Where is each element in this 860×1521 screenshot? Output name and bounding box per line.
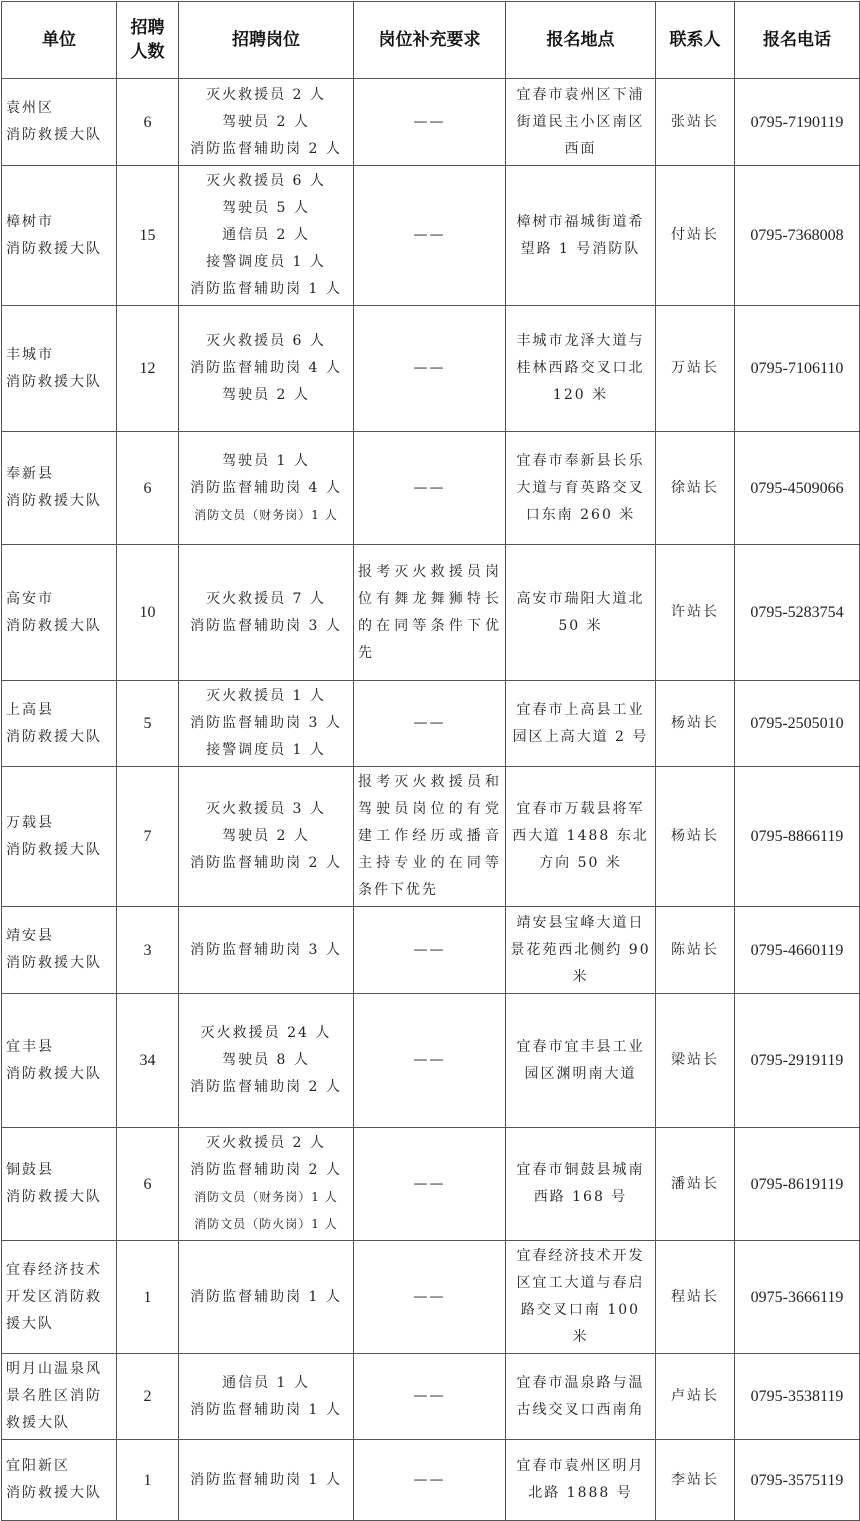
position-item: 接警调度员 1 人 [206, 742, 326, 758]
position-item: 驾驶员 8 人 [222, 1052, 310, 1068]
position-item: 驾驶员 5 人 [222, 200, 310, 216]
header-location: 报名地点 [506, 2, 656, 79]
contact-cell: 付站长 [656, 166, 735, 306]
position-item: 消防文员（财务岗）1 人 [194, 507, 338, 522]
count-cell: 6 [117, 79, 179, 166]
positions-cell [179, 79, 354, 166]
location-cell: 宜春市奉新县长乐大道与育英路交叉口东南 260 米 [506, 432, 656, 545]
position-item: 灭火救援员 2 人 [206, 1135, 326, 1151]
header-requirement: 岗位补充要求 [354, 2, 506, 79]
contact-cell: 陈站长 [656, 907, 735, 994]
header-phone: 报名电话 [735, 2, 860, 79]
phone-cell: 0795-4509066 [735, 432, 860, 545]
position-item: 消防监督辅助岗 3 人 [190, 941, 342, 958]
header-count: 招聘 人数 [117, 2, 179, 79]
unit-cell: 丰城市 消防救援大队 [2, 306, 117, 432]
header-contact: 联系人 [656, 2, 735, 79]
position-item: 灭火救援员 1 人 [206, 688, 326, 704]
location-cell: 宜春市袁州区下浦街道民主小区南区西面 [506, 79, 656, 166]
unit-cell: 樟树市 消防救援大队 [2, 166, 117, 306]
count-cell: 15 [117, 166, 179, 306]
requirement-cell: —— [354, 1440, 506, 1521]
contact-cell: 程站长 [656, 1241, 735, 1354]
phone-cell: 0795-7190119 [735, 79, 860, 166]
count-cell: 10 [117, 545, 179, 681]
contact-cell: 许站长 [656, 545, 735, 681]
position-item: 灭火救援员 24 人 [200, 1025, 332, 1041]
count-cell: 5 [117, 681, 179, 767]
unit-cell: 宜丰县 消防救援大队 [2, 994, 117, 1128]
requirement-cell: —— [354, 907, 506, 994]
positions-cell [179, 166, 354, 306]
contact-cell: 李站长 [656, 1440, 735, 1521]
count-cell: 2 [117, 1354, 179, 1440]
positions-cell [179, 306, 354, 432]
positions-cell [179, 1128, 354, 1241]
requirement-cell: —— [354, 994, 506, 1128]
table-row [2, 767, 860, 907]
position-item: 消防监督辅助岗 1 人 [190, 1288, 342, 1305]
phone-cell: 0795-7106110 [735, 306, 860, 432]
location-cell: 宜春经济技术开发区宜工大道与春启路交叉口南 100 米 [506, 1241, 656, 1354]
contact-cell: 杨站长 [656, 767, 735, 907]
table-row [2, 306, 860, 432]
positions-cell [179, 545, 354, 681]
header-positions: 招聘岗位 [179, 2, 354, 79]
contact-cell: 杨站长 [656, 681, 735, 767]
unit-cell: 明月山温泉风景名胜区消防救援大队 [2, 1354, 117, 1440]
table-row [2, 432, 860, 545]
count-cell: 3 [117, 907, 179, 994]
location-cell: 高安市瑞阳大道北50 米 [506, 545, 656, 681]
position-item: 消防监督辅助岗 2 人 [190, 855, 342, 871]
table-row [2, 545, 860, 681]
location-cell: 宜春市上高县工业园区上高大道 2 号 [506, 681, 656, 767]
unit-cell: 靖安县 消防救援大队 [2, 907, 117, 994]
location-cell: 樟树市福城街道希望路 1 号消防队 [506, 166, 656, 306]
position-item: 消防监督辅助岗 1 人 [190, 281, 342, 297]
position-item: 通信员 2 人 [222, 227, 310, 243]
table-row [2, 907, 860, 994]
count-cell: 12 [117, 306, 179, 432]
location-cell: 宜春市袁州区明月北路 1888 号 [506, 1440, 656, 1521]
position-item: 灭火救援员 7 人 [206, 590, 326, 607]
positions-cell [179, 681, 354, 767]
position-item: 消防监督辅助岗 1 人 [190, 1401, 342, 1418]
count-cell: 34 [117, 994, 179, 1128]
unit-cell: 万载县 消防救援大队 [2, 767, 117, 907]
contact-cell: 梁站长 [656, 994, 735, 1128]
requirement-cell: —— [354, 79, 506, 166]
position-item: 灭火救援员 6 人 [206, 173, 326, 189]
header-unit: 单位 [2, 2, 117, 79]
position-item: 消防监督辅助岗 2 人 [190, 1079, 342, 1095]
requirement-cell: 报考灭火救援员和驾驶员岗位的有党建工作经历或播音主持专业的在同等条件下优先 [354, 767, 506, 907]
phone-cell: 0795-8619119 [735, 1128, 860, 1241]
unit-cell: 铜鼓县 消防救援大队 [2, 1128, 117, 1241]
contact-cell: 卢站长 [656, 1354, 735, 1440]
table-row [2, 681, 860, 767]
location-cell: 宜春市温泉路与温古线交叉口西南角 [506, 1354, 656, 1440]
position-item: 消防监督辅助岗 3 人 [190, 715, 342, 731]
requirement-cell: —— [354, 1241, 506, 1354]
unit-cell: 宜春经济技术开发区消防救援大队 [2, 1241, 117, 1354]
unit-cell: 袁州区 消防救援大队 [2, 79, 117, 166]
unit-cell: 奉新县 消防救援大队 [2, 432, 117, 545]
unit-cell: 高安市 消防救援大队 [2, 545, 117, 681]
positions-cell [179, 767, 354, 907]
recruitment-table [1, 1, 860, 1521]
position-item: 驾驶员 2 人 [222, 828, 310, 844]
position-item: 消防监督辅助岗 1 人 [190, 1471, 342, 1488]
phone-cell: 0975-3666119 [735, 1241, 860, 1354]
phone-cell: 0795-5283754 [735, 545, 860, 681]
unit-cell: 上高县 消防救援大队 [2, 681, 117, 767]
requirement-cell: —— [354, 432, 506, 545]
position-item: 接警调度员 1 人 [206, 254, 326, 270]
table-row [2, 166, 860, 306]
table-row [2, 1241, 860, 1354]
requirement-cell: —— [354, 681, 506, 767]
requirement-cell: —— [354, 1354, 506, 1440]
position-item: 灭火救援员 6 人 [206, 333, 326, 349]
location-cell: 丰城市龙泽大道与桂林西路交叉口北120 米 [506, 306, 656, 432]
count-cell: 1 [117, 1440, 179, 1521]
table-row [2, 1354, 860, 1440]
contact-cell: 张站长 [656, 79, 735, 166]
location-cell: 宜春市宜丰县工业园区渊明南大道 [506, 994, 656, 1128]
position-item: 消防监督辅助岗 4 人 [190, 479, 342, 496]
position-item: 灭火救援员 2 人 [206, 86, 326, 103]
position-item: 灭火救援员 3 人 [206, 801, 326, 817]
position-item: 消防监督辅助岗 2 人 [190, 1162, 342, 1178]
position-item: 消防监督辅助岗 3 人 [190, 617, 342, 634]
position-item: 消防文员（防火岗）1 人 [194, 1217, 338, 1231]
count-cell: 7 [117, 767, 179, 907]
count-cell: 6 [117, 432, 179, 545]
phone-cell: 0795-3575119 [735, 1440, 860, 1521]
position-item: 驾驶员 1 人 [222, 452, 310, 469]
location-cell: 靖安县宝峰大道日景花苑西北侧约 90 米 [506, 907, 656, 994]
requirement-cell: 报考灭火救援员岗位有舞龙舞狮特长的在同等条件下优先 [354, 545, 506, 681]
requirement-cell: —— [354, 166, 506, 306]
header-row [2, 2, 860, 79]
phone-cell: 0795-2505010 [735, 681, 860, 767]
requirement-cell: —— [354, 306, 506, 432]
position-item: 驾驶员 2 人 [222, 387, 310, 403]
location-cell: 宜春市铜鼓县城南西路 168 号 [506, 1128, 656, 1241]
position-item: 消防文员（财务岗）1 人 [194, 1190, 338, 1204]
unit-cell: 宜阳新区 消防救援大队 [2, 1440, 117, 1521]
positions-cell [179, 1440, 354, 1521]
table-row [2, 1128, 860, 1241]
count-cell: 6 [117, 1128, 179, 1241]
table-row [2, 79, 860, 166]
count-cell: 1 [117, 1241, 179, 1354]
table-row [2, 1440, 860, 1521]
phone-cell: 0795-3538119 [735, 1354, 860, 1440]
positions-cell [179, 432, 354, 545]
location-cell: 宜春市万载县将军西大道 1488 东北方向 50 米 [506, 767, 656, 907]
phone-cell: 0795-4660119 [735, 907, 860, 994]
position-item: 消防监督辅助岗 2 人 [190, 140, 342, 157]
positions-cell [179, 907, 354, 994]
requirement-cell: —— [354, 1128, 506, 1241]
positions-cell [179, 1354, 354, 1440]
contact-cell: 万站长 [656, 306, 735, 432]
contact-cell: 潘站长 [656, 1128, 735, 1241]
positions-cell [179, 1241, 354, 1354]
position-item: 通信员 1 人 [222, 1374, 310, 1391]
position-item: 驾驶员 2 人 [222, 113, 310, 130]
phone-cell: 0795-8866119 [735, 767, 860, 907]
table-row [2, 994, 860, 1128]
phone-cell: 0795-2919119 [735, 994, 860, 1128]
phone-cell: 0795-7368008 [735, 166, 860, 306]
position-item: 消防监督辅助岗 4 人 [190, 360, 342, 376]
contact-cell: 徐站长 [656, 432, 735, 545]
positions-cell [179, 994, 354, 1128]
